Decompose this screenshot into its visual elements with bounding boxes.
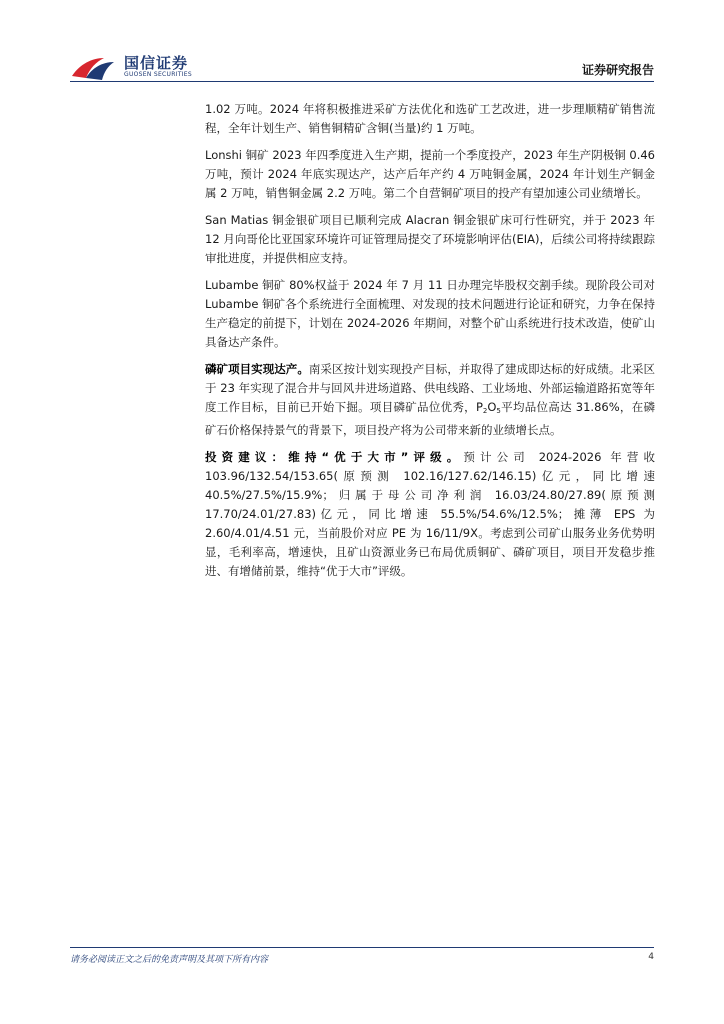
paragraph-text: 南采区按计划实现投产目标，并取得了建成即达标的好成绩。北采区于 23 年实现了混合井与回风井进场道路、供电线路、工业场地、外部运输道路拓宽等年度工作目标，目前已开始下掘。项目磷矿品位优秀，P [205,362,656,414]
paragraph-lead: 磷矿项目实现达产。 [205,362,309,376]
paragraph-text: 1.02 万吨。2024 年将积极推进采矿方法优化和选矿工艺改进，进一步理顺精矿销售流程，全年计划生产、销售铜精矿含铜(当量)约 1 万吨。 [205,102,655,135]
paragraph-lead: 投资建议：维持“优于大市”评级。 [205,450,464,464]
subscript: 5 [496,407,501,415]
footer-disclaimer: 请务必阅读正文之后的免责声明及其项下所有内容 [70,955,269,965]
paragraph-text: Lonshi 铜矿 2023 年四季度进入生产期，提前一个季度投产，2023 年生产阴极铜 0.46 万吨，预计 2024 年底实现达产，达产后年产约 4 万吨铜金属，2024 年计划生产铜金属 2 万吨，销售铜金属 2.2 万吨。第二个自营铜矿项目的投产有望加速公司业绩增长。 [205,148,655,200]
report-type-label: 证券研究报告 [581,63,654,77]
paragraph-text: O [487,400,497,414]
logo-chinese-name: 国信证券 [124,54,189,72]
paragraph-copper-concentrate [205,100,655,138]
report-body [205,100,655,589]
paragraph-text: Lubambe 铜矿 80%权益于 2024 年 7 月 11 日办理完毕股权交割手续。现阶段公司对 Lubambe 铜矿各个系统进行全面梳理、对发现的技术问题进行论证和研究，力争在保持生产稳定的前提下，计划在 2024-2026 年期间，对整个矿山系统进行技术改造，使矿山具备达产条件。 [205,278,655,349]
paragraph-text: San Matias 铜金银矿项目已顺利完成 Alacran 铜金银矿床可行性研究，并于 2023 年 12 月向哥伦比亚国家环境许可证管理局提交了环境影响评估(EIA)，后续公司将持续跟踪审批进度，并提供相应支持。 [205,213,655,265]
paragraph-text: 预计公司 2024-2026 年营收 103.96/132.54/153.65(原预测 102.16/127.62/146.15)亿元，同比增速 40.5%/27.5%/15.9%；归属于母公司净利润 16.03/24.80/27.89(原预测 17.70/24.01/27.83)亿元，同比增速 55.5%/54.6%/12.5%；摊薄 EPS 为 2.60/4.01/4.51 元，当前股价对应 PE 为 16/11/9X。考虑到公司矿山服务业务优势明显，毛利率高，增速快，且矿山资源业务已布局优质铜矿、磷矿项目，项目开发稳步推进、有增储前景，维持“优于大市”评级。 [205,450,655,578]
paragraph-text: 平均品位高达 31.86%，在磷矿石价格保持景气的背景下，项目投产将为公司带来新的业绩增长点。 [205,400,655,437]
header-divider [70,81,654,82]
page-header [0,0,724,84]
paragraph-phosphate [205,360,655,440]
paragraph-investment-advice [205,448,655,581]
paragraph-san-matias [205,211,655,268]
logo-english-name: GUOSEN SECURITIES [124,71,193,78]
guosen-logo-icon [70,52,122,82]
footer-divider [70,947,654,948]
paragraph-lonshi [205,146,655,203]
page-number: 4 [648,952,654,962]
paragraph-lubambe [205,276,655,352]
subscript: 2 [482,407,488,415]
